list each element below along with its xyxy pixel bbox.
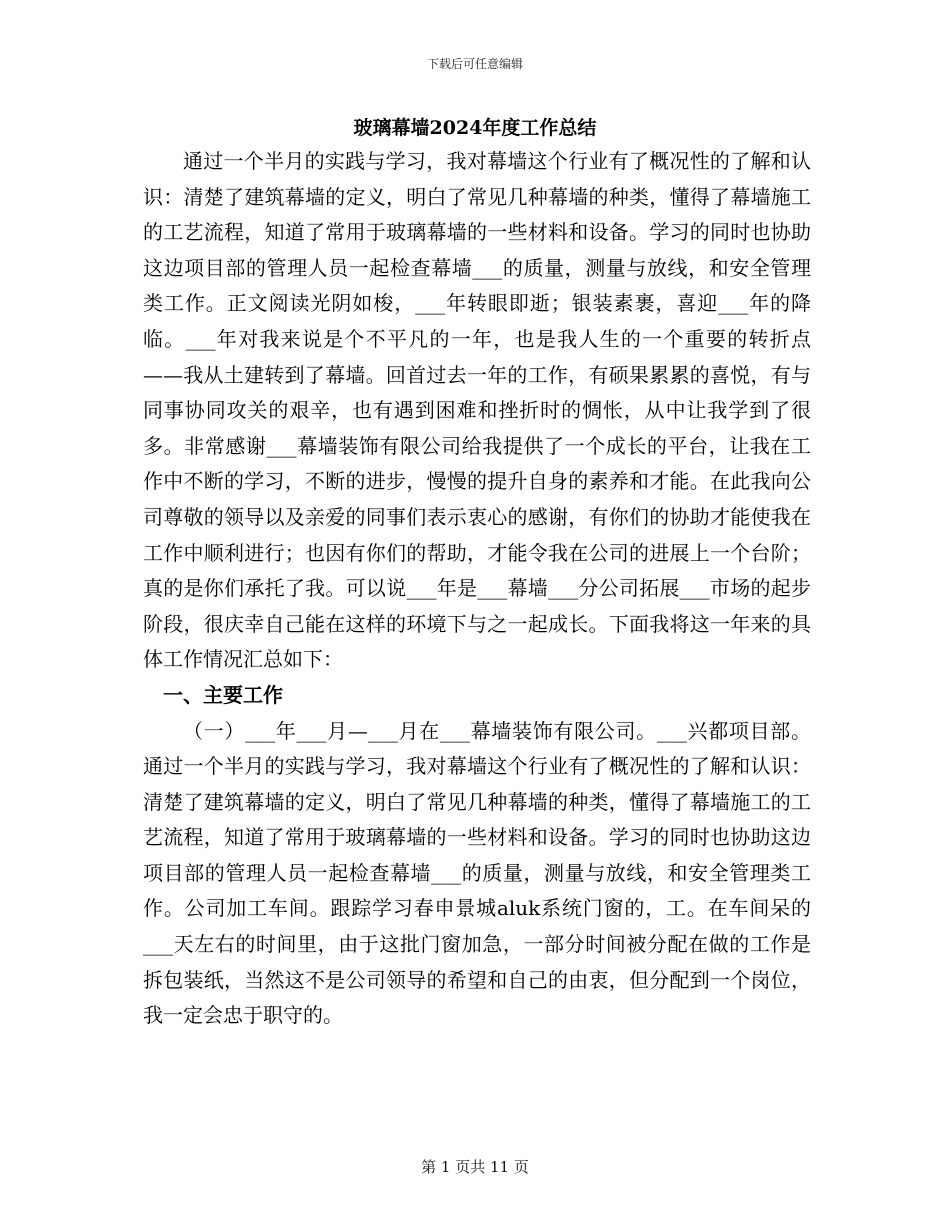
paragraph-intro: 通过一个半月的实践与学习，我对幕墙这个行业有了概况性的了解和认识：清楚了建筑幕墙的定义，明白了常见几种幕墙的种类，懂得了幕墙施工的工艺流程，知道了常用于玻璃幕墙的一些材料和设备。学习的同时也协助这边项目部的管理人员一起检查幕墙___的质量，测量与放线，和安全管理类工作。正文阅读光阴如梭，___年转眼即逝；银装素裹，喜迎___年的降临。___年对我来说是个不平凡的一年，也是我人生的一个重要的转折点——我从土建转到了幕墙。回首过去一年的工作，有硕果累累的喜悦，有与同事协同攻关的艰辛，也有遇到困难和挫折时的惆怅，从中让我学到了很多。非常感谢___幕墙装饰有限公司给我提供了一个成长的平台，让我在工作中不断的学习，不断的进步，慢慢的提升自身的素养和才能。在此我向公司尊敬的领导以及亲爱的同事们表示衷心的感谢，有你们的协助才能使我在工作中顺利进行；也因有你们的帮助，才能令我在公司的进展上一个台阶；真的是你们承托了我。可以说___年是___幕墙___分公司拓展___市场的起步阶段，很庆幸自己能在这样的环境下与之一起成长。下面我将这一年来的具体工作情况汇总如下： [143,149,811,672]
page-footer-number: 第 1 页共 11 页 [421,1158,529,1176]
paragraph-section1: （一）___年___月—___月在___幕墙装饰有限公司。___兴都项目部。通过一个半月的实践与学习，我对幕墙这个行业有了概况性的了解和认识：清楚了建筑幕墙的定义，明白了常见几种幕墙的种类，懂得了幕墙施工的工艺流程，知道了常用于玻璃幕墙的一些材料和设备。学习的同时也协助这边项目部的管理人员一起检查幕墙___的质量，测量与放线，和安全管理类工作。公司加工车间。跟踪学习春申景城aluk系统门窗的，工。在车间呆的___天左右的时间里，由于这批门窗加急，一部分时间被分配在做的工作是拆包装纸，当然这不是公司领导的希望和自己的由衷，但分配到一个岗位，我一定会忠于职守的。 [143,718,811,1028]
document-body [143,144,811,1034]
page-header-note: 下载后可任意编辑 [426,57,523,71]
document-title: 玻璃幕墙2024年度工作总结 [353,117,597,139]
section-heading-main-work: 一、主要工作 [163,682,283,707]
